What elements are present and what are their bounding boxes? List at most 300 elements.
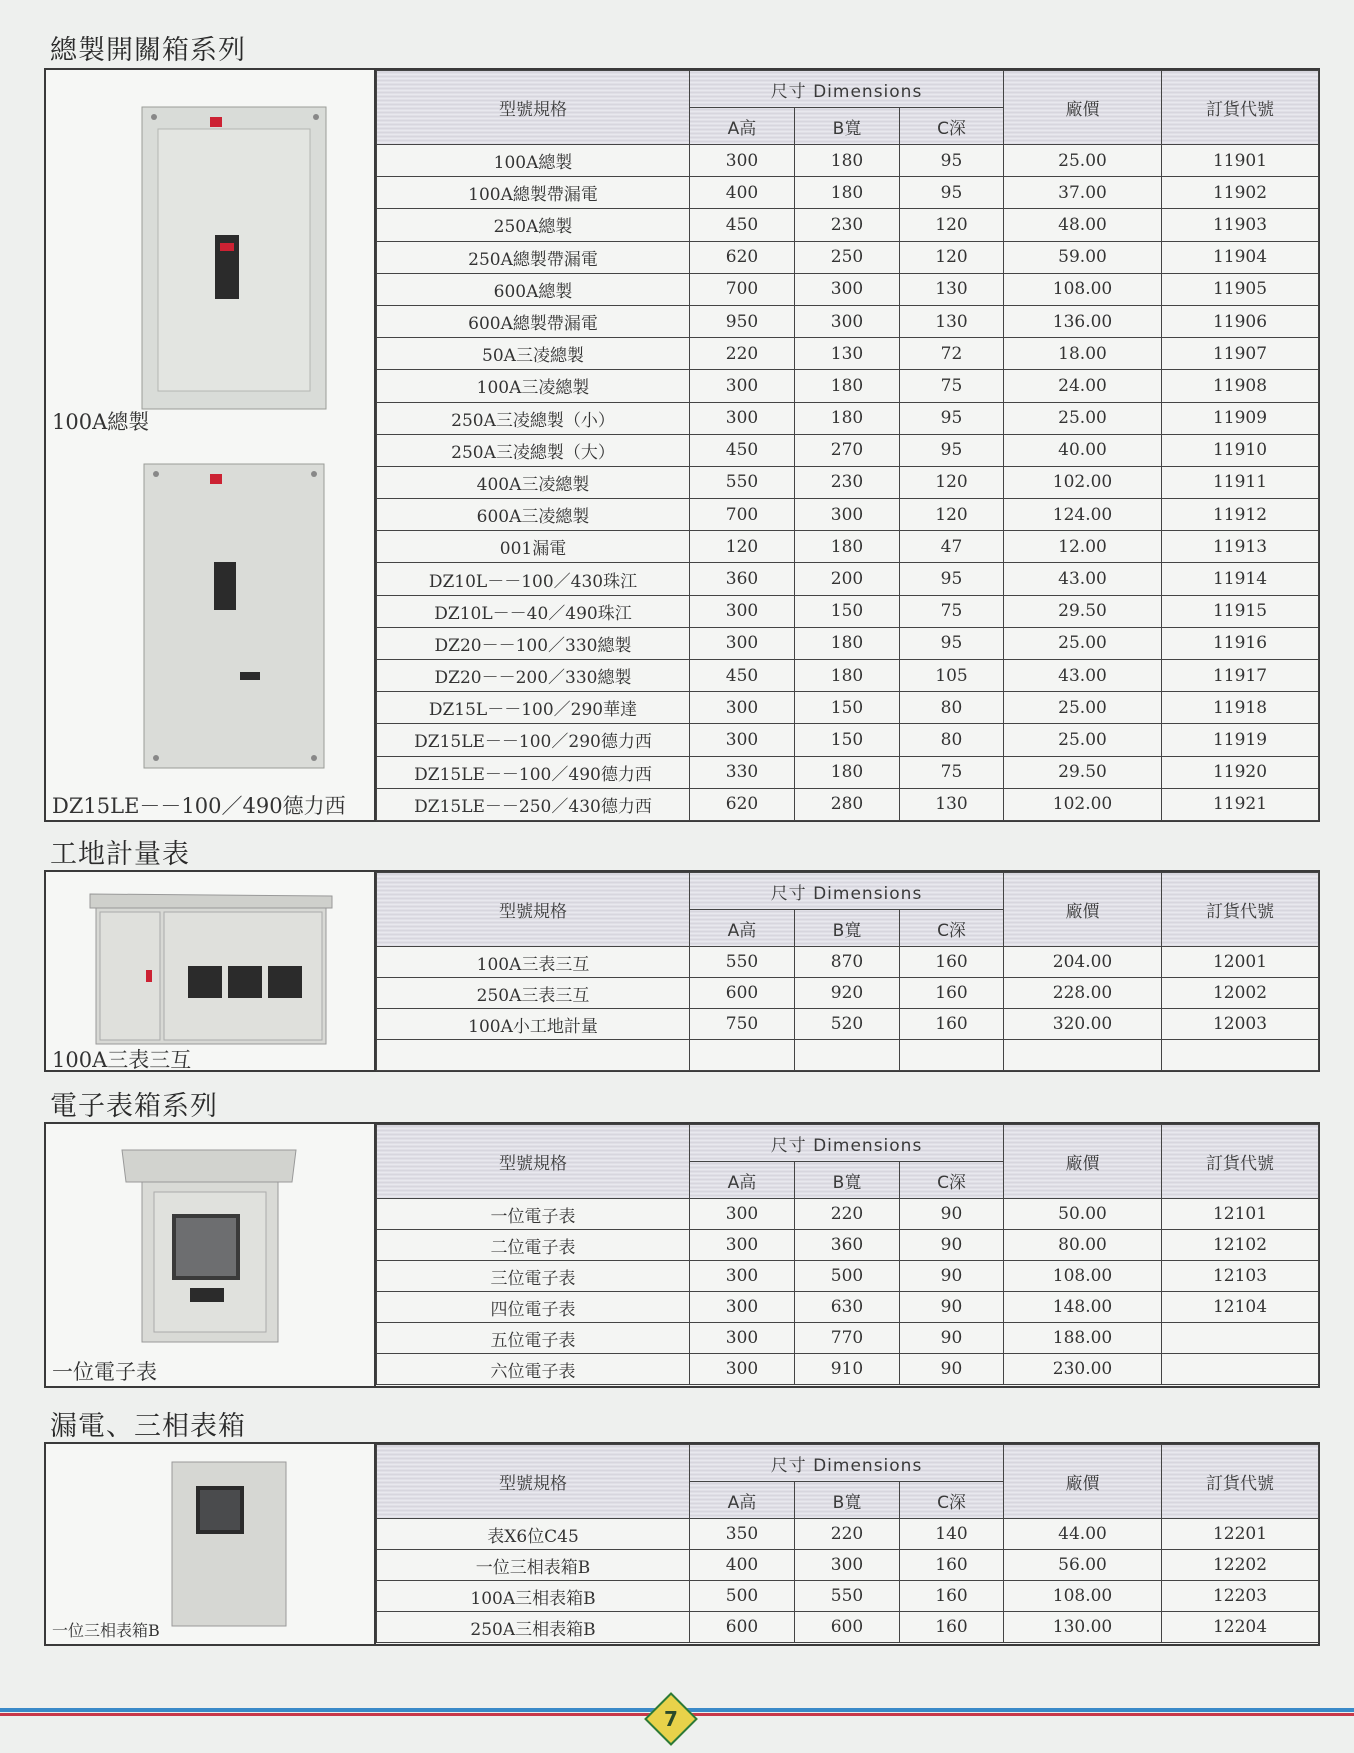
cell-c: 80 [900,692,1004,724]
cell-a: 350 [690,1519,795,1550]
product-caption: 一位電子表 [52,1360,157,1384]
header-a: A高 [690,1162,795,1199]
cell-code: 11913 [1162,531,1319,563]
cell-a: 360 [690,563,795,595]
cell-code: 12003 [1162,1009,1319,1040]
switch-box-image [140,105,340,415]
cell-b: 180 [795,145,900,177]
table-row [377,978,1319,1009]
cell-price: 108.00 [1004,1581,1162,1612]
product-caption-2: DZ15LE－－100／490德力西 [52,794,346,818]
cell-model: 600A總製帶漏電 [377,305,690,337]
cell-b: 230 [795,466,900,498]
cell-price: 40.00 [1004,434,1162,466]
cell-c: 120 [900,499,1004,531]
cell-code: 11909 [1162,402,1319,434]
header-price: 廠價 [1004,873,1162,947]
table-row [377,1612,1319,1643]
cell-model: 100A小工地計量 [377,1009,690,1040]
cell-code: 11905 [1162,273,1319,305]
cell-b: 630 [795,1292,900,1323]
table-row [377,627,1319,659]
cell-b: 770 [795,1323,900,1354]
cell-c: 90 [900,1292,1004,1323]
header-code: 訂貨代號 [1162,71,1319,145]
spec-table [376,872,1319,1071]
table-row [377,1323,1319,1354]
cell-a [690,1040,795,1071]
cell-price: 59.00 [1004,241,1162,273]
cell-model: 600A總製 [377,273,690,305]
cell-model: 250A三相表箱B [377,1612,690,1643]
cell-a: 750 [690,1009,795,1040]
cell-price: 25.00 [1004,724,1162,756]
cell-c: 160 [900,1009,1004,1040]
cell-model: DZ10L－－40／490珠江 [377,595,690,627]
table-row [377,595,1319,627]
cell-code: 11908 [1162,370,1319,402]
cell-b: 220 [795,1199,900,1230]
cell-code: 11915 [1162,595,1319,627]
cell-a: 300 [690,1292,795,1323]
cell-a: 450 [690,209,795,241]
cell-price: 37.00 [1004,177,1162,209]
header-price: 廠價 [1004,71,1162,145]
cell-price: 188.00 [1004,1323,1162,1354]
cell-code: 12104 [1162,1292,1319,1323]
product-image-cell [46,872,376,1070]
spec-table [376,1124,1319,1385]
cell-price: 56.00 [1004,1550,1162,1581]
table-row [377,1009,1319,1040]
header-model: 型號規格 [377,1125,690,1199]
product-caption: 一位三相表箱B [52,1621,160,1640]
cell-b: 180 [795,660,900,692]
cell-a: 300 [690,1323,795,1354]
cell-b: 150 [795,595,900,627]
cell-model: 250A總製 [377,209,690,241]
table-row [377,499,1319,531]
cell-code: 12201 [1162,1519,1319,1550]
cell-b: 150 [795,724,900,756]
cell-model: 一位三相表箱B [377,1550,690,1581]
cell-a: 300 [690,1199,795,1230]
cell-code [1162,1323,1319,1354]
header-price: 廠價 [1004,1445,1162,1519]
cell-c: 90 [900,1323,1004,1354]
cell-price: 44.00 [1004,1519,1162,1550]
cell-a: 300 [690,724,795,756]
spec-table [376,70,1319,821]
cell-price: 12.00 [1004,531,1162,563]
header-c: C深 [900,1482,1004,1519]
cell-c: 95 [900,434,1004,466]
cell-price: 80.00 [1004,1230,1162,1261]
cell-c: 75 [900,595,1004,627]
cell-a: 330 [690,756,795,788]
cell-model: 二位電子表 [377,1230,690,1261]
switch-box-image-2 [142,462,342,774]
product-image-cell [46,1124,376,1386]
header-dimensions: 尺寸 Dimensions [690,71,1004,108]
cell-b: 200 [795,563,900,595]
cell-model: DZ15LE－－250／430德力西 [377,788,690,820]
cell-model: 100A總製 [377,145,690,177]
cell-code: 11921 [1162,788,1319,820]
cell-c [900,1040,1004,1071]
cell-model: 400A三凌總製 [377,466,690,498]
table-row [377,947,1319,978]
cell-model: 250A三表三互 [377,978,690,1009]
cell-c: 130 [900,788,1004,820]
cell-price: 25.00 [1004,145,1162,177]
cell-price: 102.00 [1004,466,1162,498]
table-row [377,466,1319,498]
cell-model: 五位電子表 [377,1323,690,1354]
cell-a: 550 [690,947,795,978]
cell-code: 12203 [1162,1581,1319,1612]
cell-model: 100A三凌總製 [377,370,690,402]
header-code: 訂貨代號 [1162,1445,1319,1519]
cell-c: 120 [900,209,1004,241]
header-dimensions: 尺寸 Dimensions [690,1125,1004,1162]
cell-b: 500 [795,1261,900,1292]
cell-c: 75 [900,370,1004,402]
cell-b [795,1040,900,1071]
spec-table [376,1444,1319,1643]
cell-code: 11910 [1162,434,1319,466]
cell-code: 11911 [1162,466,1319,498]
cell-code: 11918 [1162,692,1319,724]
cell-model: DZ15L－－100／290華達 [377,692,690,724]
cell-c: 90 [900,1230,1004,1261]
cell-code: 11920 [1162,756,1319,788]
cell-code: 12103 [1162,1261,1319,1292]
table-row [377,660,1319,692]
cell-price: 108.00 [1004,1261,1162,1292]
cell-price: 43.00 [1004,660,1162,692]
section-title: 電子表箱系列 [50,1091,218,1122]
product-box [44,1122,1320,1388]
cell-a: 400 [690,177,795,209]
cell-c: 105 [900,660,1004,692]
cell-c: 140 [900,1519,1004,1550]
cell-c: 95 [900,145,1004,177]
cell-code [1162,1354,1319,1385]
cell-model: 三位電子表 [377,1261,690,1292]
table-row [377,692,1319,724]
three-phase-box-image [170,1460,290,1630]
section-title: 工地計量表 [50,839,190,870]
cell-c: 95 [900,402,1004,434]
cell-a: 300 [690,595,795,627]
table-row [377,531,1319,563]
cell-price: 25.00 [1004,692,1162,724]
cell-code: 12102 [1162,1230,1319,1261]
cell-price: 108.00 [1004,273,1162,305]
table-row [377,724,1319,756]
cell-c: 130 [900,305,1004,337]
cell-a: 950 [690,305,795,337]
cell-c: 160 [900,978,1004,1009]
cell-code: 12002 [1162,978,1319,1009]
table-row [377,241,1319,273]
cell-a: 300 [690,1354,795,1385]
cell-b: 230 [795,209,900,241]
cell-a: 300 [690,1230,795,1261]
cell-price: 24.00 [1004,370,1162,402]
cell-model: 100A三表三互 [377,947,690,978]
header-b: B寬 [795,910,900,947]
cell-c: 90 [900,1199,1004,1230]
cell-model: 100A總製帶漏電 [377,177,690,209]
table-row [377,563,1319,595]
cell-a: 620 [690,788,795,820]
cell-code: 11906 [1162,305,1319,337]
cell-price: 148.00 [1004,1292,1162,1323]
header-code: 訂貨代號 [1162,1125,1319,1199]
cell-model: DZ20－－100／330總製 [377,627,690,659]
cell-c: 160 [900,1612,1004,1643]
cell-price: 18.00 [1004,338,1162,370]
cell-c: 95 [900,177,1004,209]
cell-model: 250A總製帶漏電 [377,241,690,273]
product-image-cell [46,1444,376,1644]
cell-b: 180 [795,531,900,563]
cell-price: 124.00 [1004,499,1162,531]
cell-a: 700 [690,499,795,531]
cell-c: 130 [900,273,1004,305]
cell-model: 001漏電 [377,531,690,563]
header-b: B寬 [795,1482,900,1519]
cell-price: 25.00 [1004,627,1162,659]
cell-price: 25.00 [1004,402,1162,434]
cell-code [1162,1040,1319,1071]
cell-a: 220 [690,338,795,370]
cell-c: 47 [900,531,1004,563]
cell-model: DZ15LE－－100／290德力西 [377,724,690,756]
cell-b: 300 [795,1550,900,1581]
cell-model: 250A三凌總製（大） [377,434,690,466]
cell-price: 43.00 [1004,563,1162,595]
cell-price [1004,1040,1162,1071]
header-b: B寬 [795,108,900,145]
cell-price: 29.50 [1004,756,1162,788]
cell-a: 300 [690,145,795,177]
cell-price: 48.00 [1004,209,1162,241]
cell-b: 180 [795,177,900,209]
cell-b: 180 [795,627,900,659]
header-c: C深 [900,1162,1004,1199]
table-row [377,1230,1319,1261]
cell-model: DZ15LE－－100／490德力西 [377,756,690,788]
cell-c: 160 [900,1581,1004,1612]
header-a: A高 [690,910,795,947]
table-row [377,177,1319,209]
header-price: 廠價 [1004,1125,1162,1199]
cell-code: 11917 [1162,660,1319,692]
cell-code: 11916 [1162,627,1319,659]
cell-code: 11912 [1162,499,1319,531]
table-row [377,402,1319,434]
header-a: A高 [690,108,795,145]
cell-b: 220 [795,1519,900,1550]
cell-b: 150 [795,692,900,724]
cell-a: 620 [690,241,795,273]
cell-price: 136.00 [1004,305,1162,337]
cell-model: 四位電子表 [377,1292,690,1323]
product-image-cell [46,70,376,820]
header-model: 型號規格 [377,873,690,947]
cell-price: 204.00 [1004,947,1162,978]
cell-price: 102.00 [1004,788,1162,820]
cell-c: 90 [900,1261,1004,1292]
cell-c: 90 [900,1354,1004,1385]
table-row [377,1261,1319,1292]
cell-a: 600 [690,978,795,1009]
page-footer [0,1700,1354,1735]
table-row [377,145,1319,177]
cell-model [377,1040,690,1071]
cell-b: 180 [795,402,900,434]
cell-price: 130.00 [1004,1612,1162,1643]
header-c: C深 [900,910,1004,947]
cell-model: 50A三凌總製 [377,338,690,370]
cell-model: 100A三相表箱B [377,1581,690,1612]
header-b: B寬 [795,1162,900,1199]
cell-model: 表X6位C45 [377,1519,690,1550]
cell-a: 400 [690,1550,795,1581]
table-row [377,338,1319,370]
section-title: 總製開關箱系列 [50,35,246,66]
cell-model: 250A三凌總製（小） [377,402,690,434]
table-row [377,305,1319,337]
product-box [44,1442,1320,1646]
cell-code: 12101 [1162,1199,1319,1230]
cell-model: 600A三凌總製 [377,499,690,531]
product-caption: 100A三表三互 [52,1048,192,1072]
cell-a: 300 [690,402,795,434]
table-row [377,273,1319,305]
cell-price: 230.00 [1004,1354,1162,1385]
cell-a: 300 [690,370,795,402]
table-row [377,756,1319,788]
cell-c: 72 [900,338,1004,370]
page-number: 7 [664,1707,678,1731]
cell-a: 300 [690,1261,795,1292]
cell-b: 910 [795,1354,900,1385]
cell-price: 320.00 [1004,1009,1162,1040]
cell-b: 300 [795,499,900,531]
electronic-meter-box-image [120,1148,300,1348]
cell-code: 11914 [1162,563,1319,595]
cell-c: 80 [900,724,1004,756]
table-row [377,1292,1319,1323]
cell-a: 120 [690,531,795,563]
cell-b: 360 [795,1230,900,1261]
table-row [377,370,1319,402]
header-model: 型號規格 [377,1445,690,1519]
cell-b: 180 [795,370,900,402]
header-dimensions: 尺寸 Dimensions [690,873,1004,910]
cell-b: 250 [795,241,900,273]
cell-b: 600 [795,1612,900,1643]
cell-c: 95 [900,627,1004,659]
cell-b: 920 [795,978,900,1009]
header-a: A高 [690,1482,795,1519]
cell-a: 550 [690,466,795,498]
cell-code: 12204 [1162,1612,1319,1643]
table-row [377,1040,1319,1071]
table-row [377,1550,1319,1581]
cell-b: 300 [795,273,900,305]
table-row [377,788,1319,820]
cell-c: 95 [900,563,1004,595]
cell-b: 550 [795,1581,900,1612]
cell-a: 450 [690,660,795,692]
table-row [377,1581,1319,1612]
cell-model: 六位電子表 [377,1354,690,1385]
cell-code: 11902 [1162,177,1319,209]
header-c: C深 [900,108,1004,145]
cell-a: 700 [690,273,795,305]
cell-code: 12001 [1162,947,1319,978]
cell-code: 12202 [1162,1550,1319,1581]
cell-c: 75 [900,756,1004,788]
cell-b: 870 [795,947,900,978]
header-dimensions: 尺寸 Dimensions [690,1445,1004,1482]
cell-code: 11907 [1162,338,1319,370]
cell-price: 29.50 [1004,595,1162,627]
cell-code: 11901 [1162,145,1319,177]
cell-a: 300 [690,627,795,659]
cell-b: 280 [795,788,900,820]
table-row [377,1354,1319,1385]
page-number-badge [644,1692,698,1746]
table-row [377,209,1319,241]
meter-box-image [86,882,336,1052]
table-row [377,1199,1319,1230]
cell-b: 300 [795,305,900,337]
header-code: 訂貨代號 [1162,873,1319,947]
cell-a: 500 [690,1581,795,1612]
cell-a: 300 [690,692,795,724]
section-title: 漏電、三相表箱 [50,1411,246,1442]
cell-price: 228.00 [1004,978,1162,1009]
cell-b: 270 [795,434,900,466]
cell-c: 160 [900,947,1004,978]
cell-model: DZ10L－－100／430珠江 [377,563,690,595]
cell-b: 520 [795,1009,900,1040]
cell-b: 180 [795,756,900,788]
table-row [377,434,1319,466]
cell-c: 160 [900,1550,1004,1581]
cell-model: 一位電子表 [377,1199,690,1230]
cell-code: 11903 [1162,209,1319,241]
cell-price: 50.00 [1004,1199,1162,1230]
product-caption-1: 100A總製 [52,410,150,434]
cell-model: DZ20－－200／330總製 [377,660,690,692]
cell-b: 130 [795,338,900,370]
cell-c: 120 [900,466,1004,498]
cell-code: 11904 [1162,241,1319,273]
product-box [44,870,1320,1072]
cell-c: 120 [900,241,1004,273]
cell-code: 11919 [1162,724,1319,756]
table-row [377,1519,1319,1550]
cell-a: 450 [690,434,795,466]
header-model: 型號規格 [377,71,690,145]
